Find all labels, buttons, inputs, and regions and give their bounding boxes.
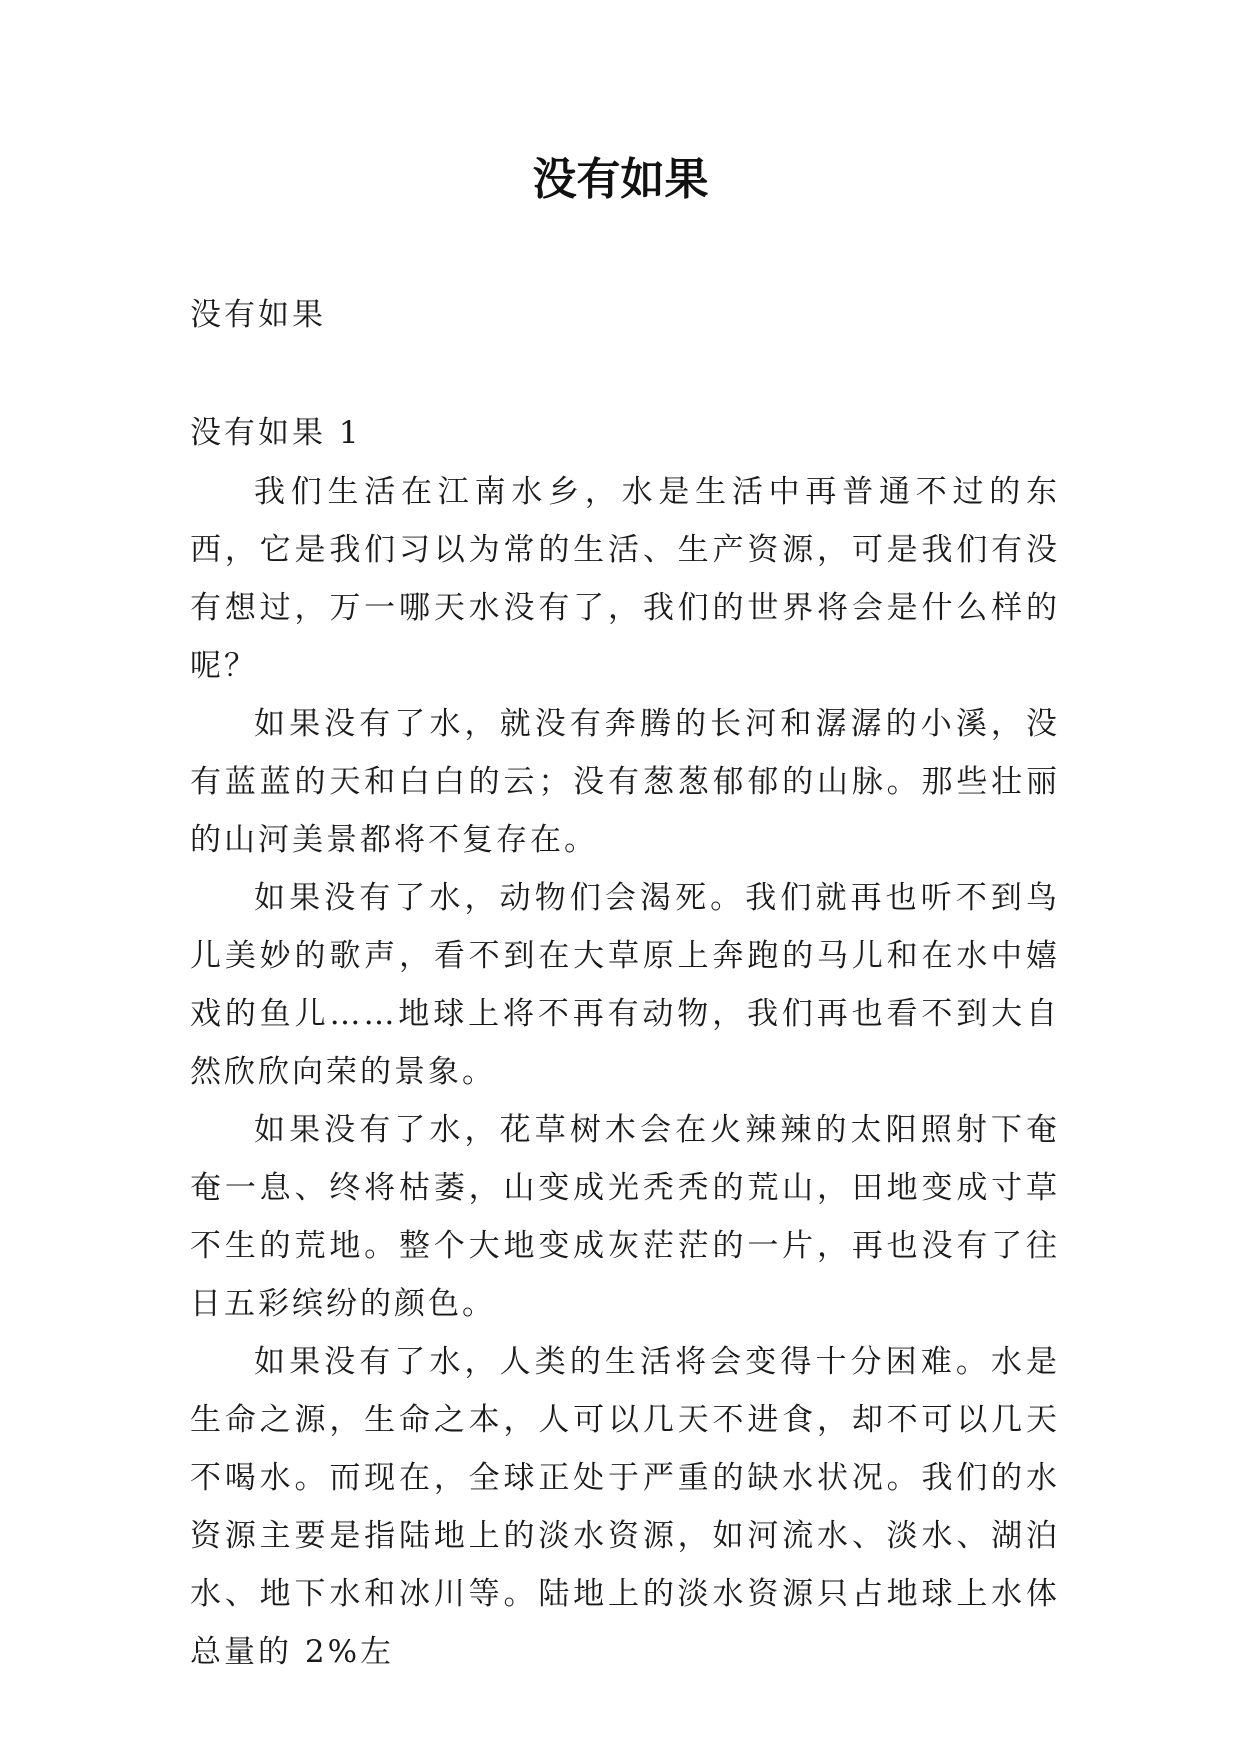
section-heading: 没有如果 1 xyxy=(190,415,362,451)
paragraph: 我们生活在江南水乡，水是生活中再普通不过的东西，它是我们习以为常的生活、生产资源，可是我们有没有想过，万一哪天水没有了，我们的世界将会是什么样的呢？ xyxy=(190,474,1060,684)
body-paragraphs xyxy=(190,463,1060,1681)
paragraph: 如果没有了水，动物们会渴死。我们就再也听不到鸟儿美妙的歌声，看不到在大草原上奔跑的马儿和在水中嬉戏的鱼儿……地球上将不再有动物，我们再也看不到大自然欣欣向荣的景象。 xyxy=(190,880,1060,1090)
document-title: 没有如果 xyxy=(532,154,709,205)
document-subtitle: 没有如果 xyxy=(190,297,326,333)
paragraph: 如果没有了水，就没有奔腾的长河和潺潺的小溪，没有蓝蓝的天和白白的云；没有葱葱郁郁的山脉。那些壮丽的山河美景都将不复存在。 xyxy=(190,706,1060,858)
paragraph: 如果没有了水，花草树木会在火辣辣的太阳照射下奄奄一息、终将枯萎，山变成光秃秃的荒山，田地变成寸草不生的荒地。整个大地变成灰茫茫的一片，再也没有了往日五彩缤纷的颜色。 xyxy=(190,1112,1060,1322)
paragraph: 如果没有了水，人类的生活将会变得十分困难。水是生命之源，生命之本，人可以几天不进食，却不可以几天不喝水。而现在，全球正处于严重的缺水状况。我们的水资源主要是指陆地上的淡水资源，如河流水、淡水、湖泊水、地下水和冰川等。陆地上的淡水资源只占地球上水体总量的 2%左 xyxy=(190,1344,1060,1670)
